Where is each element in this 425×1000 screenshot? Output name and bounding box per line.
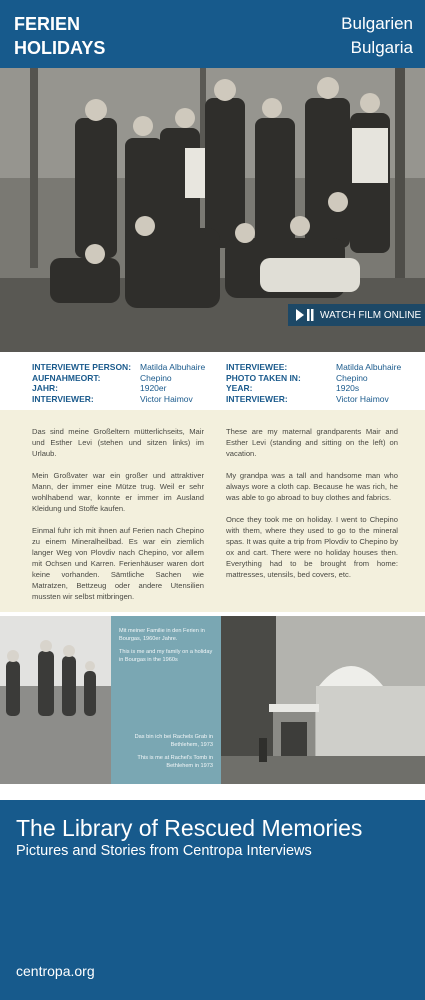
story-paragraph: Einmal fuhr ich mit ihnen auf Ferien nach Chepino zu einem Mineralheilbad. Es war ein ziemlich langer Weg von Plovdiv nach Chepino, vor allem mit Ochsen und Karren. Ferienhäuser waren dort keine vorhanden. Sämtliche Sachen wie Matratzen, Bettzeug oder andere Utensilien mussten wir selbst mitbringen. [32, 526, 204, 601]
metadata-labels-german [32, 362, 131, 404]
caption-top [119, 628, 215, 664]
caption-top-german: Mit meiner Familie in den Ferien in Bourgas, 1960er Jahre. [119, 628, 205, 642]
footer-banner [0, 800, 425, 1000]
caption-bottom-english: This is me at Rachel's Tomb in Bethlehem in 1973 [137, 755, 213, 769]
meta-label: YEAR: [226, 383, 253, 393]
meta-label: PHOTO TAKEN IN: [226, 372, 301, 383]
play-pause-icon [296, 309, 314, 321]
caption-top-english: This is me and my family on a holiday in Bourgas in the 1960s [119, 649, 213, 663]
story-paragraph: Once they took me on holiday. I went to Chepino with them, where they used to go to the mineral spas. It was quite a trip from Plovdiv to Chepino by ox and cart. There were no holiday houses then. Everything had to be brought from home: mattresses, utensils, bed covers, etc. [226, 515, 398, 579]
title-german: FERIEN [14, 14, 81, 34]
footer-subtitle: Pictures and Stories from Centropa Interviews [16, 843, 312, 859]
meta-label: INTERVIEWEE: [226, 362, 288, 372]
footer-url[interactable]: centropa.org [16, 963, 95, 979]
meta-value: Chepino [140, 372, 172, 383]
meta-value: Matilda Albuhaire [140, 362, 206, 372]
tomb-photo [221, 616, 425, 784]
photo-metadata [0, 352, 425, 410]
beach-photo-illustration [0, 616, 111, 784]
caption-panel [111, 616, 221, 784]
metadata-values-english [336, 362, 401, 404]
meta-label: JAHR: [32, 383, 58, 393]
header-bar [0, 0, 425, 68]
metadata-values-german [140, 362, 205, 404]
meta-label: INTERVIEWER: [226, 393, 288, 404]
story-paragraph: Mein Großvater war ein großer und attraktiver Mann, der immer eine Mütze trug. Weil er sehr wohlhabend war, konnte er immer im Ausland Kleidung und Stoffe kaufen. [32, 471, 204, 513]
meta-value: Chepino [336, 372, 368, 383]
watch-film-button[interactable] [288, 304, 425, 326]
meta-value: Victor Haimov [140, 393, 193, 404]
story-paragraph: My grandpa was a tall and handsome man who always wore a cloth cap. Because he was rich, he was able to go abroad to buy clothes and fabrics. [226, 471, 398, 502]
metadata-labels-english [226, 362, 301, 404]
story-section [0, 410, 425, 612]
caption-bottom-german: Das bin ich bei Rachels Grab in Bethlehem, 1973 [134, 734, 213, 748]
tomb-photo-illustration [221, 616, 425, 784]
meta-label: AUFNAHMEORT: [32, 372, 101, 383]
watch-film-label: WATCH FILM ONLINE [320, 309, 422, 321]
page-title [14, 12, 105, 60]
footer-title: The Library of Rescued Memories [16, 815, 363, 841]
meta-value: Victor Haimov [336, 393, 389, 404]
beach-photo [0, 616, 111, 784]
story-english [226, 426, 398, 591]
country-label [341, 12, 413, 60]
title-english: HOLIDAYS [14, 38, 106, 58]
country-german: Bulgarien [341, 14, 413, 33]
story-german [32, 426, 204, 613]
photo-strip [0, 616, 425, 784]
meta-value: Matilda Albuhaire [336, 362, 402, 372]
story-paragraph: Das sind meine Großeltern mütterlichseits, Mair und Esther Levi (stehen und sitzen links) im Urlaub. [32, 427, 204, 458]
meta-label: INTERVIEWTE PERSON: [32, 362, 132, 372]
story-paragraph: These are my maternal grandparents Mair and Esther Levi (standing and sitting on the left) on vacation. [226, 427, 398, 458]
meta-label: INTERVIEWER: [32, 393, 94, 404]
country-english: Bulgaria [350, 38, 413, 57]
caption-bottom [117, 734, 213, 770]
meta-value: 1920er [140, 383, 167, 393]
meta-value: 1920s [336, 383, 360, 393]
